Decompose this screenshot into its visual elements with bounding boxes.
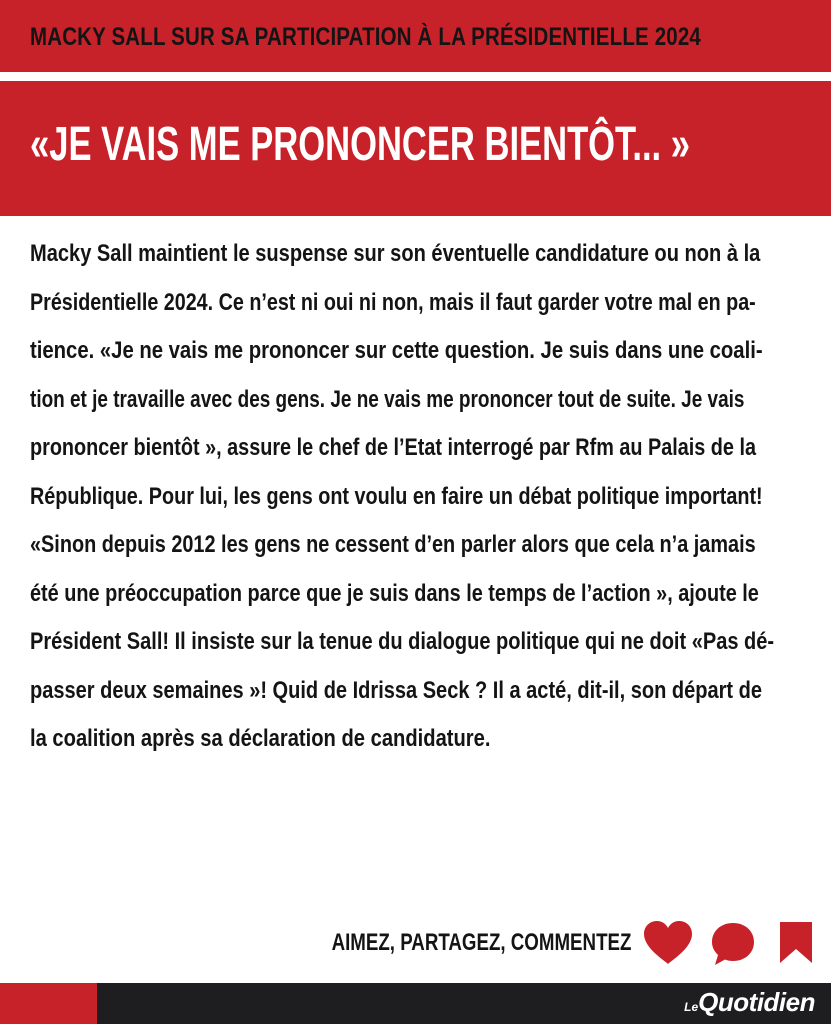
- logo-prefix: Le: [684, 1000, 699, 1014]
- heart-icon[interactable]: [642, 920, 694, 966]
- article-line: Présidentielle 2024. Ce n’est ni oui ni non, mais il faut garder votre mal en pa-: [30, 288, 756, 316]
- bookmark-icon[interactable]: [778, 920, 814, 964]
- article-line: tion et je travaille avec des gens. Je ne vais me prononcer tout de suite. Je vais: [30, 385, 745, 413]
- article-line: passer deux semaines »! Quid de Idrissa Seck ? Il a acté, dit-il, son départ de: [30, 676, 762, 704]
- share-call-to-action: AIMEZ, PARTAGEZ, COMMENTEZ: [331, 929, 631, 956]
- logo-name: Quotidien: [698, 987, 815, 1017]
- article-line: tience. «Je ne vais me prononcer sur cette question. Je suis dans une coali-: [30, 337, 763, 364]
- footer-accent: [0, 983, 97, 1024]
- article-line: Macky Sall maintient le suspense sur son éventuelle candidature ou non à la: [30, 240, 761, 267]
- banner-separator: [0, 72, 831, 81]
- article-line: République. Pour lui, les gens ont voulu en faire un débat politique important!: [30, 482, 763, 510]
- article-body: [30, 230, 804, 764]
- headline-banner: [0, 81, 831, 216]
- footer-bar: [0, 983, 831, 1024]
- article-line: «Sinon depuis 2012 les gens ne cessent d’en parler alors que cela n’a jamais: [30, 531, 756, 558]
- article-line: été une préoccupation parce que je suis dans le temps de l’action », ajoute le: [30, 579, 759, 607]
- share-bar: [0, 918, 831, 968]
- kicker-title: MACKY SALL SUR SA PARTICIPATION À LA PRÉSIDENTIELLE 2024: [30, 23, 701, 51]
- article-line: la coalition après sa déclaration de candidature.: [30, 725, 491, 752]
- article-line: prononcer bientôt », assure le chef de l’Etat interrogé par Rfm au Palais de la: [30, 434, 756, 461]
- comment-bubble-icon[interactable]: [709, 921, 757, 967]
- kicker-banner: [0, 0, 831, 72]
- headline-title: «JE VAIS ME PRONONCER BIENTÔT... »: [30, 118, 690, 171]
- brand-logo: [684, 987, 815, 1018]
- article-line: Président Sall! Il insiste sur la tenue du dialogue politique qui ne doit «Pas dé-: [30, 628, 775, 655]
